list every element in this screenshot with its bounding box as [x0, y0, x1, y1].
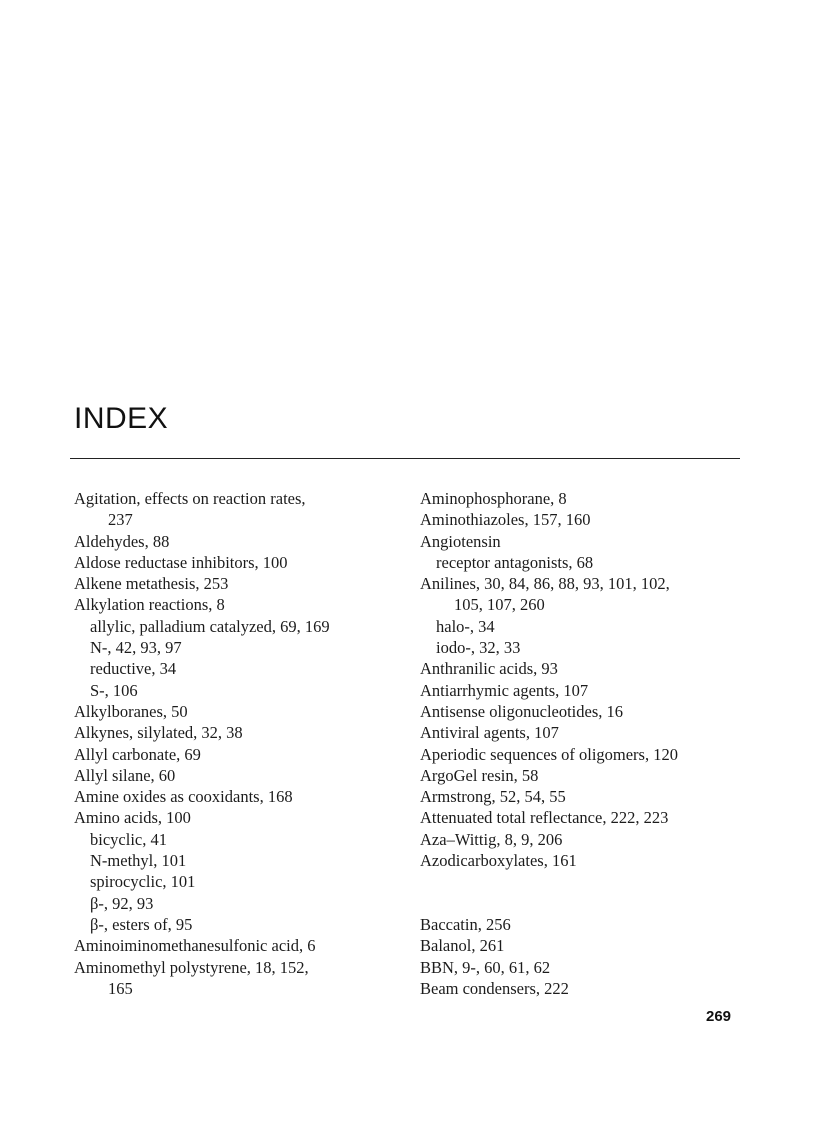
index-subentry: [74, 871, 414, 892]
index-entry-text: Amine oxides as cooxidants, 168: [74, 787, 293, 807]
index-entry-text: Allyl silane, 60: [74, 765, 176, 785]
index-entry-text: Aperiodic sequences of oligomers, 120: [420, 744, 678, 764]
index-subentry: [74, 829, 414, 850]
index-entry: [420, 978, 750, 999]
index-entry-text: Aldehydes, 88: [74, 531, 170, 551]
index-entry-text: iodo-, 32, 33: [436, 638, 521, 658]
index-entry-text: Antisense oligonucleotides, 16: [420, 701, 624, 721]
index-entry: [420, 935, 750, 956]
index-entry-text: β-, esters of, 95: [90, 914, 193, 934]
index-entry-continuation: 105, 107, 260: [454, 595, 545, 615]
index-entry-text: spirocyclic, 101: [90, 872, 196, 892]
index-entry: [74, 786, 414, 807]
index-entry-text: allylic, palladium catalyzed, 69, 169: [90, 616, 330, 636]
index-entry-text: Baccatin, 256: [420, 914, 511, 934]
index-entry: [74, 701, 414, 722]
index-entry-text: Antiarrhymic agents, 107: [420, 680, 589, 700]
index-entry-text: Beam condensers, 222: [420, 978, 569, 998]
index-entry: [74, 552, 414, 573]
index-entry-text: halo-, 34: [436, 616, 495, 636]
index-entry-text: Alkylation reactions, 8: [74, 595, 225, 615]
index-entry: [420, 573, 750, 616]
index-subentry: [74, 637, 414, 658]
index-entry: [420, 744, 750, 765]
index-entry-text: Aminothiazoles, 157, 160: [420, 510, 591, 530]
index-entry-text: Antiviral agents, 107: [420, 723, 559, 743]
index-subentry: [74, 658, 414, 679]
index-subentry: [420, 616, 750, 637]
index-entry-text: Aldose reductase inhibitors, 100: [74, 552, 288, 572]
index-entry: [74, 531, 414, 552]
index-entry: [420, 701, 750, 722]
index-subentry: [74, 850, 414, 871]
index-entry-text: Anilines, 30, 84, 86, 88, 93, 101, 102,: [420, 574, 670, 594]
index-entry: [420, 722, 750, 743]
index-entry: [74, 957, 414, 1000]
index-entry-text: Aminophosphorane, 8: [420, 489, 567, 508]
index-entry-text: Alkynes, silylated, 32, 38: [74, 723, 243, 743]
index-column-right: [420, 488, 750, 999]
index-entry-text: β-, 92, 93: [90, 893, 154, 913]
index-column-left: [74, 488, 414, 999]
index-entry-text: Angiotensin: [420, 531, 501, 551]
index-entry-text: Azodicarboxylates, 161: [420, 851, 577, 871]
index-entry-text: reductive, 34: [90, 659, 177, 679]
index-entry-text: Alkylboranes, 50: [74, 701, 188, 721]
index-entry: [74, 573, 414, 594]
index-entry-continuation: 165: [108, 978, 133, 998]
index-entry: [74, 744, 414, 765]
index-entry-continuation: 237: [108, 510, 133, 530]
index-entry-text: receptor antagonists, 68: [436, 552, 594, 572]
page-number: 269: [706, 1008, 732, 1025]
index-entry-text: Aminoiminomethanesulfonic acid, 6: [74, 936, 316, 956]
index-entry-text: Aminomethyl polystyrene, 18, 152,: [74, 957, 309, 977]
index-entry: [420, 957, 750, 978]
index-entry: [420, 765, 750, 786]
index-entry: [420, 509, 750, 530]
index-subentry: [74, 893, 414, 914]
index-entry: [74, 935, 414, 956]
index-entry: [420, 829, 750, 850]
index-entry-text: Anthranilic acids, 93: [420, 659, 558, 679]
index-entry: [420, 680, 750, 701]
index-entry-text: S-, 106: [90, 680, 138, 700]
index-entry-text: bicyclic, 41: [90, 829, 167, 849]
index-entry-text: Armstrong, 52, 54, 55: [420, 787, 566, 807]
index-subentry: [74, 914, 414, 935]
index-entry: [74, 594, 414, 615]
section-spacer: [420, 871, 750, 914]
index-entry-text: Attenuated total reflectance, 222, 223: [420, 808, 669, 828]
index-entry: [74, 765, 414, 786]
index-subentry: [74, 616, 414, 637]
index-entry-text: Amino acids, 100: [74, 808, 191, 828]
title-divider: [70, 458, 740, 459]
page-title: INDEX: [74, 402, 169, 435]
index-entry: [420, 914, 750, 935]
index-entry-text: Balanol, 261: [420, 936, 505, 956]
index-entry: [74, 807, 414, 828]
index-entry-text: Agitation, effects on reaction rates,: [74, 489, 306, 508]
index-entry-text: Alkene metathesis, 253: [74, 574, 229, 594]
index-entry: [420, 786, 750, 807]
index-entry: [420, 488, 750, 509]
index-entry: [74, 722, 414, 743]
index-entry-text: N-, 42, 93, 97: [90, 638, 182, 658]
index-entry-text: BBN, 9-, 60, 61, 62: [420, 957, 551, 977]
index-subentry: [420, 552, 750, 573]
index-entry-text: Allyl carbonate, 69: [74, 744, 201, 764]
index-entry: [420, 850, 750, 871]
index-entry: [420, 531, 750, 552]
index-entry-text: N-methyl, 101: [90, 851, 187, 871]
index-subentry: [74, 680, 414, 701]
index-entry: [74, 488, 414, 531]
index-entry-text: ArgoGel resin, 58: [420, 765, 539, 785]
index-entry: [420, 807, 750, 828]
index-subentry: [420, 637, 750, 658]
index-entry-text: Aza–Wittig, 8, 9, 206: [420, 829, 563, 849]
index-entry: [420, 658, 750, 679]
